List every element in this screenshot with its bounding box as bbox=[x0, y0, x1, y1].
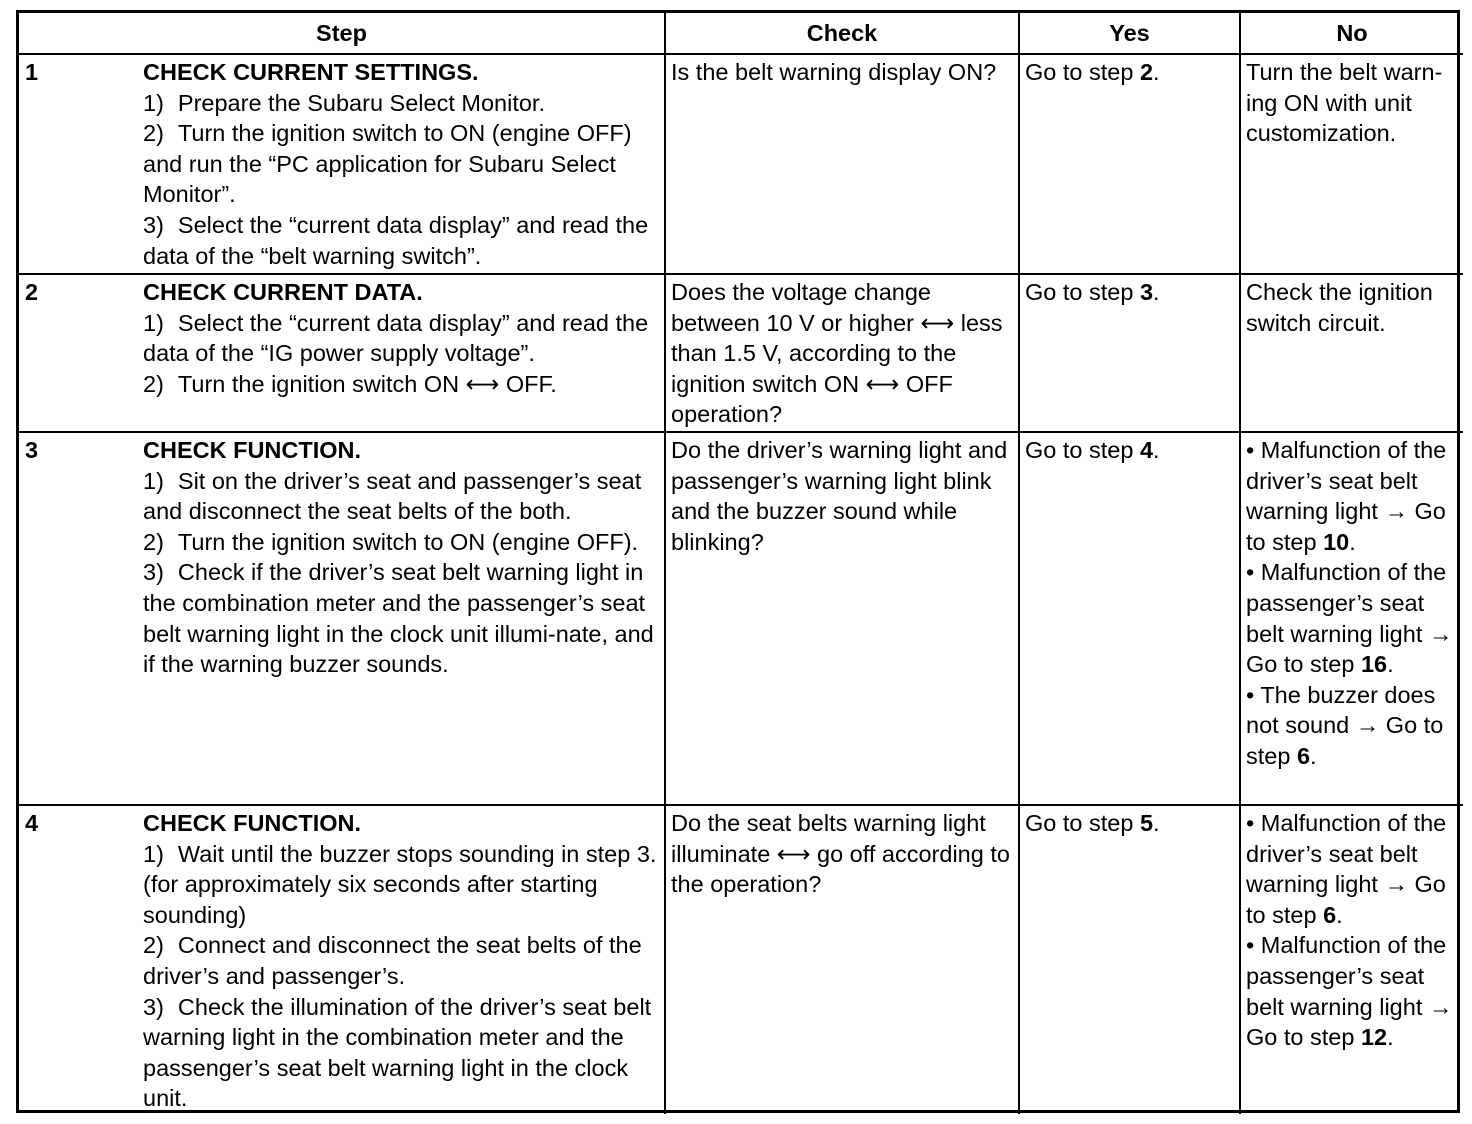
table-row bbox=[19, 805, 1463, 1114]
header-check: Check bbox=[665, 13, 1019, 54]
no-step-ref: 6 bbox=[1296, 742, 1311, 769]
header-no: No bbox=[1240, 13, 1463, 54]
no-cell: Check the ignition switch circuit. bbox=[1240, 274, 1463, 432]
step-instruction: 2) Connect and disconnect the seat belts of the driver’s and passenger’s. bbox=[143, 932, 642, 989]
header-step: Step bbox=[19, 13, 665, 54]
no-bullet: • Malfunction of the passenger’s seat belt warning light → Go to step 16. bbox=[1246, 559, 1453, 678]
header-yes: Yes bbox=[1019, 13, 1240, 54]
check-cell: Does the voltage change between 10 V or higher ⟷ less than 1.5 V, according to the ignition switch ON ⟷ OFF operation? bbox=[665, 274, 1019, 432]
step-body bbox=[143, 57, 659, 271]
step-cell bbox=[19, 432, 665, 805]
table-row bbox=[19, 432, 1463, 805]
step-instruction: 1) Wait until the buzzer stops sounding in step 3. (for approximately six seconds after starting sounding) bbox=[143, 840, 657, 928]
no-step-ref: 16 bbox=[1360, 651, 1388, 678]
no-bullet: • Malfunction of the driver’s seat belt warning light → Go to step 10. bbox=[1246, 437, 1447, 555]
no-bullet: • Malfunction of the driver’s seat belt warning light → Go to step 6. bbox=[1246, 810, 1447, 928]
no-cell: Turn the belt warn-ing ON with unit customization. bbox=[1240, 54, 1463, 274]
step-cell bbox=[19, 805, 665, 1114]
step-number: 4 bbox=[25, 810, 39, 836]
step-number: 1 bbox=[25, 59, 39, 85]
step-instruction: 3) Check the illumination of the driver’s seat belt warning light in the combination meter and the passenger’s seat belt warning light in the clock unit. bbox=[143, 993, 652, 1112]
yes-cell: Go to step 5. bbox=[1019, 805, 1240, 1114]
step-instruction: 1) Select the “current data display” and read the data of the “IG power supply voltage”. bbox=[143, 309, 649, 367]
yes-step-ref: 4 bbox=[1139, 437, 1154, 463]
step-title: CHECK FUNCTION. bbox=[143, 437, 362, 463]
check-cell: Do the driver’s warning light and passenger’s warning light blink and the buzzer sound while blinking? bbox=[665, 432, 1019, 805]
step-body bbox=[143, 277, 659, 399]
no-step-ref: 10 bbox=[1323, 528, 1350, 555]
step-instruction: 1) Prepare the Subaru Select Monitor. bbox=[143, 89, 545, 116]
step-title: CHECK FUNCTION. bbox=[143, 810, 362, 836]
troubleshooting-table-frame bbox=[16, 10, 1460, 1113]
check-cell: Do the seat belts warning light illuminate ⟷ go off according to the operation? bbox=[665, 805, 1019, 1114]
yes-step-ref: 3 bbox=[1139, 279, 1154, 305]
no-step-ref: 6 bbox=[1323, 901, 1337, 928]
yes-cell: Go to step 2. bbox=[1019, 54, 1240, 274]
step-body bbox=[143, 435, 659, 680]
header-row bbox=[19, 13, 1463, 54]
step-body bbox=[143, 808, 659, 1114]
step-number: 2 bbox=[25, 279, 39, 305]
step-instruction: 2) Turn the ignition switch to ON (engine OFF) and run the “PC application for Subaru Select Monitor”. bbox=[143, 120, 632, 208]
step-title: CHECK CURRENT DATA. bbox=[143, 279, 423, 305]
check-cell: Is the belt warning display ON? bbox=[665, 54, 1019, 274]
yes-step-ref: 2 bbox=[1139, 59, 1154, 85]
no-bullet: • The buzzer does not sound → Go to step 6. bbox=[1246, 681, 1444, 769]
no-cell bbox=[1240, 432, 1463, 805]
step-title: CHECK CURRENT SETTINGS. bbox=[143, 59, 479, 85]
yes-cell: Go to step 3. bbox=[1019, 274, 1240, 432]
step-number: 3 bbox=[25, 437, 39, 463]
yes-step-ref: 5 bbox=[1139, 810, 1154, 836]
no-step-ref: 12 bbox=[1360, 1024, 1388, 1051]
table-row bbox=[19, 54, 1463, 274]
step-instruction: 3) Select the “current data display” and read the data of the “belt warning switch”. bbox=[143, 211, 649, 269]
yes-cell: Go to step 4. bbox=[1019, 432, 1240, 805]
step-instruction: 2) Turn the ignition switch to ON (engine OFF). bbox=[143, 528, 639, 555]
step-cell bbox=[19, 274, 665, 432]
step-instruction: 3) Check if the driver’s seat belt warning light in the combination meter and the passenger’s seat belt warning light in the clock unit illumi-nate, and if the warning buzzer sounds. bbox=[143, 559, 654, 678]
no-cell bbox=[1240, 805, 1463, 1114]
step-instruction: 1) Sit on the driver’s seat and passenger’s seat and disconnect the seat belts of the both. bbox=[143, 467, 642, 525]
step-cell bbox=[19, 54, 665, 274]
step-instruction: 2) Turn the ignition switch ON ⟷ OFF. bbox=[143, 370, 557, 397]
table-row bbox=[19, 274, 1463, 432]
troubleshooting-table bbox=[19, 13, 1463, 1114]
no-bullet: • Malfunction of the passenger’s seat belt warning light → Go to step 12. bbox=[1246, 932, 1453, 1051]
